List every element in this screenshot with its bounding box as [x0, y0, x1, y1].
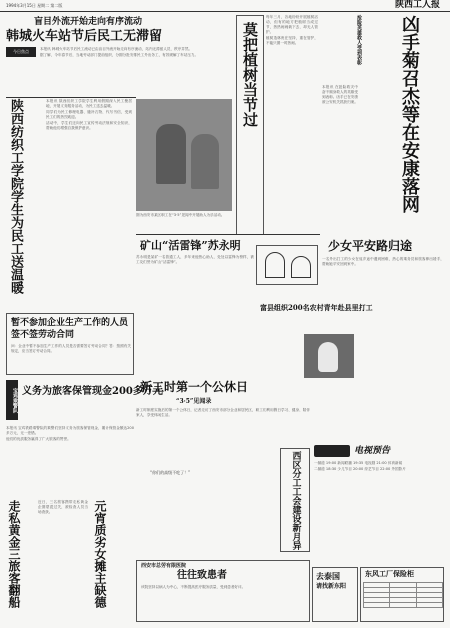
tv-headline: 电视预告: [354, 446, 391, 456]
travel-ad-title: 去泰国: [316, 571, 340, 581]
tree-body: 每年三月，各地纷纷开展植树活动，但有的地方把植树当成过节，热热闹闹栽下去，却无人管护。 植树造林贵在坚持，重在管护，不能只图一时热闹。: [266, 15, 318, 45]
left-column-rule: [6, 97, 136, 98]
tv-body: 一频道 19:00 新闻联播 19:35 电视剧 21:00 体育新闻 二频道 18:30 少儿节目 20:00 综艺节目 22:00 外国影片: [314, 461, 406, 471]
shenzhen-headline: 陕西纺织工学院学生为民工送温暖: [8, 99, 23, 294]
branch-story: [280, 448, 310, 552]
girl-body: 一名外出打工的少女在返乡途中遇到困难，热心的乘务员和旅客伸出援手，帮助她平安回到家中。: [322, 257, 444, 266]
female-headline: 元宵质劣女摊主缺德: [93, 500, 107, 608]
tv-story: [314, 445, 444, 565]
heroes-body: 本报讯 在抢险救灾中奋不顾身救人的英雄受到表彰。凶手已在安康被公安机关抓获归案。: [322, 85, 358, 104]
date-line: 1994年3月15日 星期二 第二版: [6, 3, 63, 8]
hancheng-body: 本报讯 韩城火车站节后民工流动已由盲目外流开始走向有序流动，站内无滞留人员，秩序井然。 据了解，今年春节后，当地劳动部门提前组织，分期分批安排民工外出务工，有效缓解了车站压力。: [40, 47, 199, 57]
heroes-story: [322, 15, 444, 237]
zoo-story: [136, 560, 310, 622]
tree-headline: 莫把植树当节过: [241, 22, 259, 127]
miner-headline: 矿山“活雷锋”苏永明: [140, 239, 241, 252]
shenzhen-body: 本报讯 陕西纺织工学院学生利用假期深入民工聚居地，开展义务服务活动，为民工送去温暖。 同学们为民工修理电器、缝补衣物、代写书信，受到民工们的热烈欢迎。 活动中，学生们还向民工宣传劳动法规和安全知识，帮助他们增强自我保护意识。: [46, 99, 132, 130]
newtime-subhead: “3·5”见闻录: [176, 398, 212, 405]
cartoon-caption: “你们的高级不吃了！”: [150, 470, 191, 475]
shenzhen-story: [6, 99, 44, 311]
heroes-kicker: 抢险英雄救人受到表彰: [356, 15, 362, 65]
unemployed-story: [6, 313, 134, 375]
insurance-ad: [360, 567, 444, 622]
miner-story: [136, 237, 254, 307]
zoo-body: 该院坚持以病人为中心，不断提高医疗服务质量，受到患者好评。: [141, 585, 246, 589]
photo-caption: 图为西安市某区职工在“3·5”见闻中开展助人为乐活动。: [136, 213, 225, 217]
volunteer-headline: 义务为旅客保管现金200多万元: [22, 386, 163, 397]
unemployed-body: 问：企业中暂不参加生产工作的人员是否需要签订劳动合同？答：按照有关规定，应当签订劳动合同。: [11, 344, 131, 353]
hancheng-badge: 今日焦点: [6, 47, 36, 57]
female-story: [92, 500, 120, 620]
quality-story: [6, 500, 36, 620]
masthead: [0, 0, 450, 12]
insurance-ad-table: [363, 582, 443, 608]
volunteer-story: [6, 380, 163, 498]
zoo-headline: 往往致患者: [177, 570, 227, 581]
paper-name: 陕西工人报: [394, 0, 440, 10]
newtime-headline: 新工时第一个公休日: [140, 380, 249, 394]
travel-ad-subtitle: 请找新东阳: [316, 583, 347, 590]
bird-photo: [304, 334, 354, 378]
quality-headline: 走私黄金三旅客翻船: [7, 500, 21, 608]
hancheng-kicker: 盲目外流开始走向有序流动: [34, 17, 143, 27]
tree-story: [236, 15, 264, 235]
hancheng-story: [6, 15, 232, 95]
branch-headline: 西区分工工会建设新月异: [290, 451, 301, 550]
zoo-kicker: 西安市总劳有限医院: [141, 563, 187, 569]
volunteer-side-label: 宝鸡乘警队: [6, 380, 18, 420]
rural-headline: 富县组织200名农村青年赴县里打工: [260, 303, 373, 312]
miner-body: 苏永明是某矿一名普通工人，多年来他热心助人，处处以雷锋为榜样，被工友们誉为矿山“活雷锋”。: [136, 255, 254, 264]
travel-ad: [312, 567, 358, 622]
hancheng-headline: 韩城火车站节后民工无滞留: [6, 29, 163, 44]
rural-story: [256, 300, 444, 328]
insurance-ad-title: 东风工厂保险柜: [365, 569, 414, 578]
quality-body: 近日，三名旅客携带走私黄金企图蒙混过关，被检查人员当场查获。: [38, 500, 88, 514]
mid-rule: [136, 234, 320, 235]
heroes-headline: 凶手菊召杰等在安康落网: [399, 15, 420, 213]
newtime-body: 新工时制度实施后的第一个公休日，记者走访了西安市部分企业和居民区，职工们利用假日学习、健身、陪伴家人，享受休闲生活。: [136, 408, 310, 417]
volunteer-body: 本报讯 宝鸡铁路乘警队的乘警们坚持义务为旅客保管现金，累计保管金额达200多万元，无一差错。 他们的优质服务赢得了广大旅客的赞誉。: [6, 426, 134, 441]
cartoon-frame: [256, 245, 318, 285]
news-photo-workers: [136, 99, 232, 211]
girl-story: [322, 237, 444, 307]
unemployed-headline: 暂不参加企业生产工作的人员签不签劳动合同: [11, 318, 129, 340]
girl-headline: 少女平安路归途: [328, 239, 413, 253]
